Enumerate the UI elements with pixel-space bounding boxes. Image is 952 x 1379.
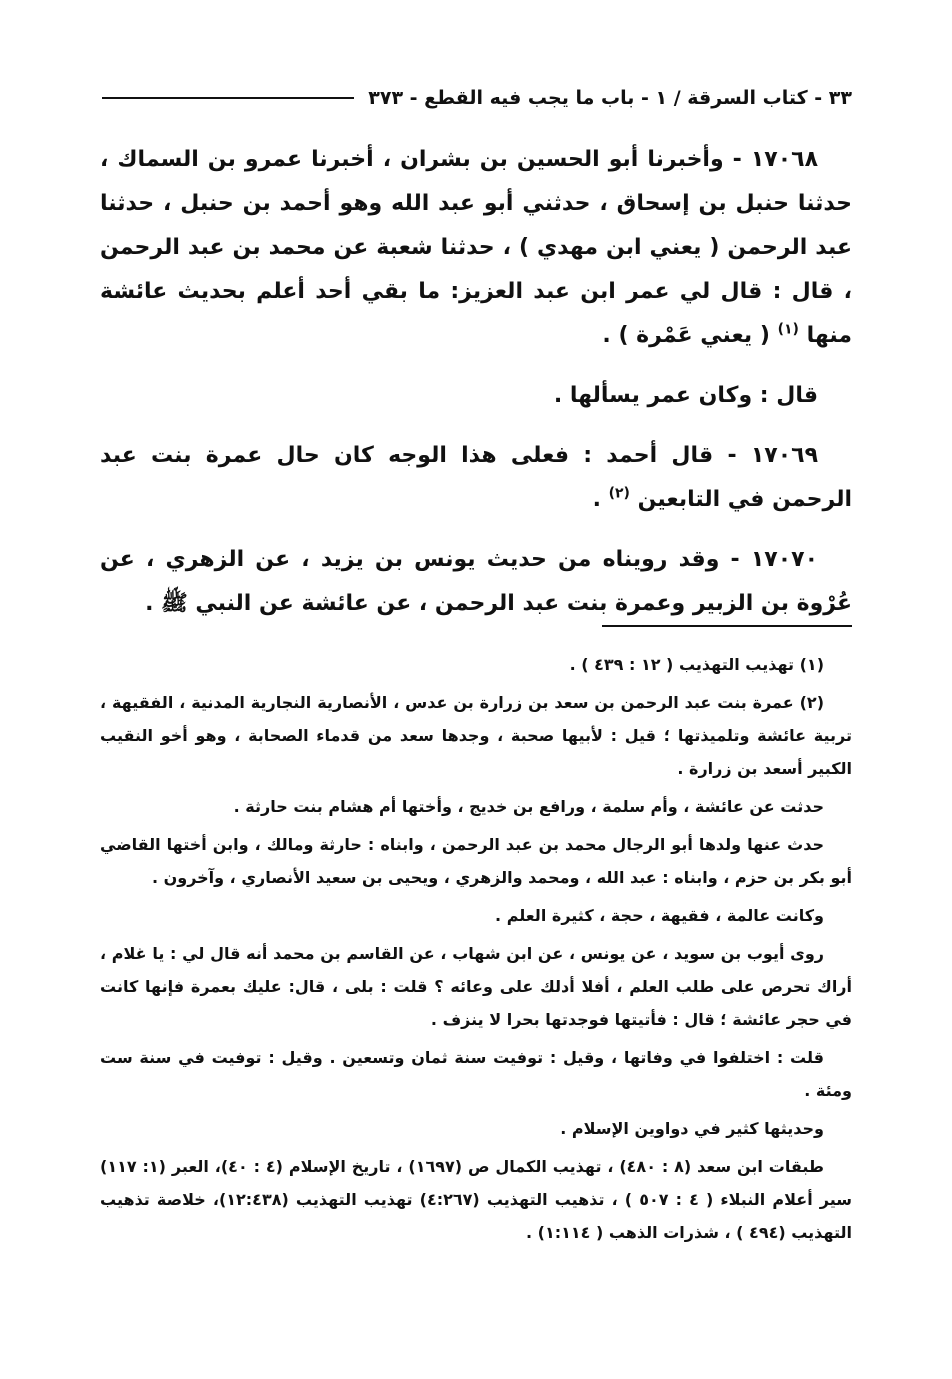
footnote-marker-2: (٢)	[608, 485, 630, 502]
hadith-17068-text: ١٧٠٦٨ - وأخبرنا أبو الحسين بن بشران ، أخبرنا عمرو بن السماك ، حدثنا حنبل بن إسحاق ، حدثني أبو عبد الله وهو أحمد بن حنبل ، حدثنا عبد الرحمن ( يعني ابن مهدي ) ، حدثنا شعبة عن محمد بن عبد الرحمن ، قال : قال لي عمر ابن عبد العزيز: ما بقي أحد أعلم بحديث عائشة منها	[100, 147, 852, 348]
page-header	[102, 76, 852, 120]
footnote-2-report: روى أيوب بن سويد ، عن يونس ، عن ابن شهاب ، عن القاسم بن محمد أنه قال لي : يا غلام ، أراك تحرص على طلب العلم ، أفلا أدلك على وعائه ؟ قلت : بلى ، قال: عليك بعمرة فإنها كانت في حجر عائشة ؛ قال : فأتيتها فوجدتها بحرا لا ينزف .	[100, 944, 852, 1029]
footnote-2-sources: طبقات ابن سعد (٨ : ٤٨٠) ، تهذيب الكمال ص (١٦٩٧) ، تاريخ الإسلام (٤ : ٤٠)، العبر (١: ١١٧) سير أعلام النبلاء ( ٤ : ٥٠٧ ) ، تذهيب التهذيب (٤:٢٦٧) تهذيب التهذيب (١٢:٤٣٨)، خلاصة تذهيب التهذيب (٤٩٤ ) ، شذرات الذهب ( ١:١١٤) .	[100, 1157, 852, 1242]
hadith-17069-text: ١٧٠٦٩ - قال أحمد : فعلى هذا الوجه كان حال عمرة بنت عبد الرحمن في التابعين	[100, 443, 852, 512]
footnote-2-hadith-note: وحديثها كثير في دواوين الإسلام .	[560, 1119, 824, 1138]
footnote-2-death: قلت : اختلفوا في وفاتها ، وقيل : توفيت سنة ثمان وتسعين . وقيل : توفيت في سنة ست ومئة .	[100, 1048, 852, 1100]
hadith-paragraph-17068	[100, 138, 852, 358]
footnotes-section	[100, 648, 852, 1254]
footnote-1: (١) تهذيب التهذيب ( ١٢ : ٤٣٩ ) .	[569, 655, 824, 674]
hadith-paragraph-continuation	[100, 374, 852, 418]
hadith-17068-tail: ( يعني عَمْرة ) .	[602, 323, 770, 348]
footnote-2-description: وكانت عالمة ، فقيهة ، حجة ، كثيرة العلم .	[495, 906, 824, 925]
footnote-marker-1: (١)	[777, 321, 799, 338]
header-rule	[102, 97, 354, 99]
hadith-17069-tail: .	[592, 487, 601, 512]
footnote-2: (٢) عمرة بنت عبد الرحمن بن سعد بن زرارة بن عدس ، الأنصارية النجارية المدنية ، الفقيهة ، تربية عائشة وتلميذتها ؛ قيل : لأبيها صحبة ، وجدها سعد من قدماء الصحابة ، وهو أخو النقيب الكبير أسعد بن زرارة .	[100, 693, 852, 778]
running-header-title: ٣٣ - كتاب السرقة / ١ - باب ما يجب فيه القطع - ٣٧٣	[368, 87, 852, 109]
hadith-paragraph-17069	[100, 434, 852, 522]
hadith-17070-text: ١٧٠٧٠ - وقد رويناه من حديث يونس بن يزيد ، عن الزهري ، عن عُرْوة بن الزبير وعمرة بنت عبد الرحمن ، عن عائشة عن النبي ﷺ .	[100, 547, 852, 616]
footnote-2-narrators: حدث عنها ولدها أبو الرجال محمد بن عبد الرحمن ، وابناه : حارثة ومالك ، وابن أختها القاضي أبو بكر بن حزم ، وابناه : عبد الله ، ومحمد والزهري ، ويحيى بن سعيد الأنصاري ، وآخرون .	[100, 835, 852, 887]
hadith-paragraph-17070	[100, 538, 852, 626]
main-text	[100, 138, 852, 642]
footnote-divider	[602, 625, 852, 627]
footnote-2-narrated-from: حدثت عن عائشة ، وأم سلمة ، ورافع بن خديج ، وأختها أم هشام بنت حارثة .	[233, 797, 824, 816]
continuation-text: قال : وكان عمر يسألها .	[553, 383, 818, 408]
